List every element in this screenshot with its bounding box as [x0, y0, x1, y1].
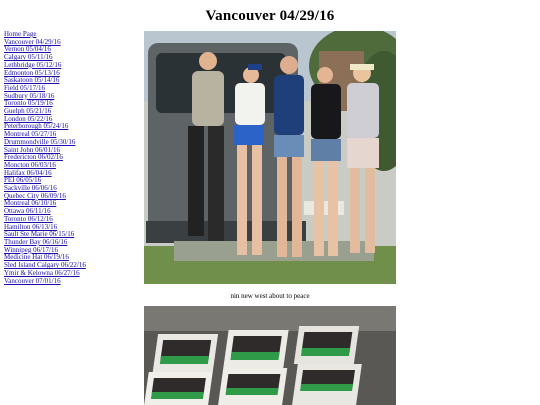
nav-link-quebec-city[interactable]: Quebec City 06/09/16 [4, 191, 66, 200]
nav-link-vernon[interactable]: Vernon 05/04/16 [4, 45, 51, 54]
nav-link-pei[interactable]: PEI 06/05/16 [4, 176, 42, 185]
nav-link-saint-john[interactable]: Saint John 06/01/16 [4, 145, 61, 154]
band-photo-graphic [144, 31, 396, 284]
tour-date-nav [4, 31, 124, 285]
nav-link-saskatoon[interactable]: Saskatoon 05/14/16 [4, 76, 60, 85]
nav-link-toronto-0612[interactable]: Toronto 06/12/16 [4, 214, 53, 223]
nav-link-sled-island-calgary[interactable]: Sled Island Calgary 06/22/16 [4, 261, 86, 270]
posters-photo-graphic [144, 306, 396, 405]
nav-link-home[interactable]: Home Page [4, 30, 37, 38]
nav-link-ymir-kelowna[interactable]: Ymir & Kelowna 06/27/16 [4, 268, 80, 277]
nav-link-lethbridge[interactable]: Lethbridge 05/12/16 [4, 60, 62, 69]
nav-link-fredericton[interactable]: Fredericton 06/02/16 [4, 153, 63, 162]
nav-link-ottawa[interactable]: Ottawa 06/11/16 [4, 207, 51, 216]
page-title: Vancouver 04/29/16 [205, 8, 335, 24]
nav-link-halifax[interactable]: Halifax 06/04/16 [4, 168, 52, 177]
nav-link-vancouver-0701[interactable]: Vancouver 07/01/16 [4, 276, 61, 285]
nav-link-field[interactable]: Field 05/17/16 [4, 83, 46, 92]
nav-link-medicine-hat[interactable]: Medicine Hat 06/19/16 [4, 253, 69, 262]
nav-link-thunder-bay[interactable]: Thunder Bay 06/16/16 [4, 237, 68, 246]
nav-link-sackville[interactable]: Sackville 06/06/16 [4, 184, 57, 193]
nav-link-guelph[interactable]: Guelph 05/21/16 [4, 107, 52, 116]
nav-link-drummondville[interactable]: Drummondville 05/30/16 [4, 137, 76, 146]
nav-link-hamilton[interactable]: Hamilton 06/13/16 [4, 222, 58, 231]
nav-link-winnipeg[interactable]: Winnipeg 06/17/16 [4, 245, 58, 254]
nav-link-sault-ste-marie[interactable]: Sault Ste Marie 06/15/16 [4, 230, 75, 239]
nav-link-montreal-0610[interactable]: Montreal 06/10/16 [4, 199, 57, 208]
nav-link-toronto-0519[interactable]: Toronto 05/19/16 [4, 99, 53, 108]
nav-link-edmonton[interactable]: Edmonton 05/13/16 [4, 68, 60, 77]
photo-caption: nin new west about to peace [230, 292, 310, 300]
posters-photo [144, 306, 396, 405]
nav-link-moncton[interactable]: Moncton 06/03/16 [4, 160, 56, 169]
nav-link-peterborough[interactable]: Peterborough 05/24/16 [4, 122, 69, 131]
nav-link-calgary[interactable]: Calgary 05/11/16 [4, 53, 53, 62]
band-photo [144, 31, 396, 284]
nav-link-vancouver-0429[interactable]: Vancouver 04/29/16 [4, 37, 61, 46]
nav-link-montreal-0527[interactable]: Montreal 05/27/16 [4, 130, 57, 139]
nav-link-sudbury[interactable]: Sudbury 05/18/16 [4, 91, 55, 100]
nav-link-london[interactable]: London 05/22/16 [4, 114, 53, 123]
